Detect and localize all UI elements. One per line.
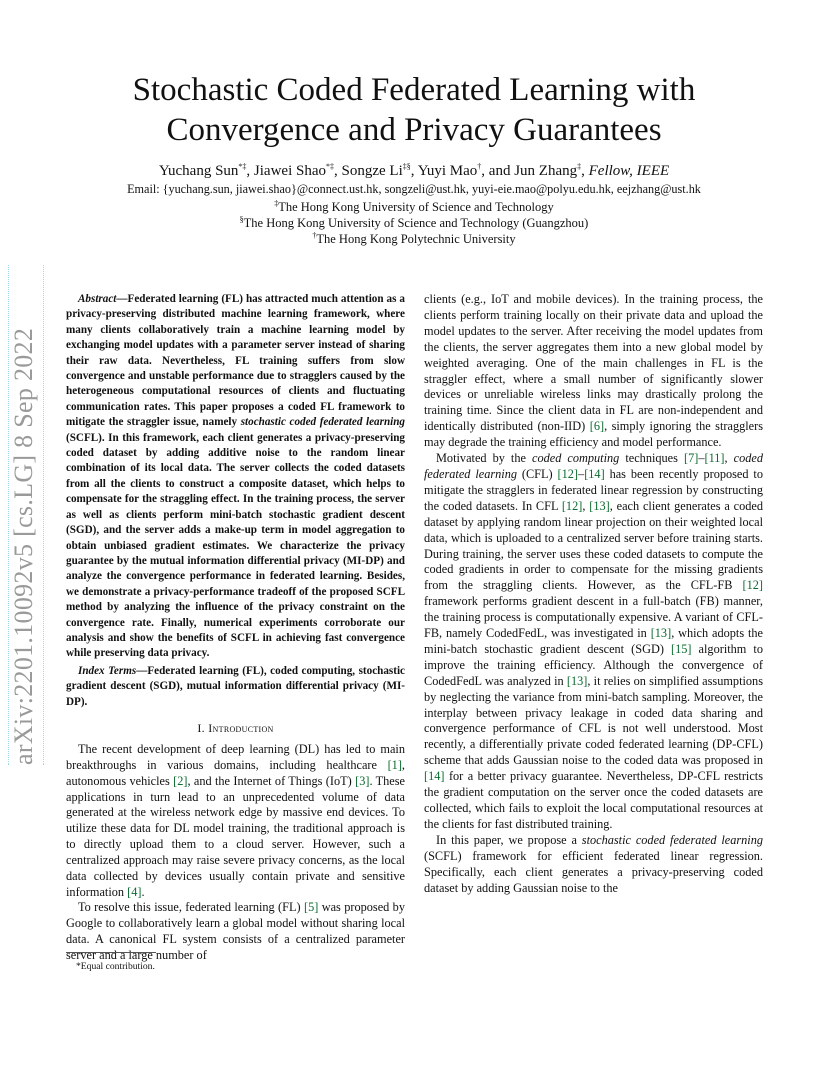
citation-link[interactable]: [2] <box>173 773 188 788</box>
author-emails: Email: {yuchang.sun, jiawei.shao}@connect.ust.hk, songzeli@ust.hk, yuyi-eie.mao@polyu.edu.hk, eejzhang@ust.hk <box>127 182 701 196</box>
author-affil-mark: ‡ <box>577 162 582 171</box>
paragraph-text: The recent development of deep learning (DL) has led to main breakthroughs in various domains, including healthcare <box>66 741 405 772</box>
citation-link[interactable]: [6] <box>589 419 605 434</box>
affiliation-2 <box>60 215 768 231</box>
paper-title <box>60 70 768 150</box>
author-list: Yuchang Sun*‡, Jiawei Shao*‡, Songze Li‡§, Yuyi Mao†, and Jun Zhang‡, Fellow, IEEE <box>158 162 670 179</box>
intro-paragraph-2 <box>66 900 405 963</box>
paragraph-text: , <box>582 498 590 513</box>
citation-link[interactable]: [5] <box>303 900 319 915</box>
paragraph-text: . These applications in turn lead to an unprecedented volume of data generated at the wireless network edge by massive end devices. To utilize these data for DL model training, the traditional approach is to directly upload them to a cloud server. However, such a centralized approach may raise severe privacy concerns, as the local data collected by devices usually contain private and sensitive information <box>66 773 405 899</box>
paragraph-text: To resolve this issue, federated learning (FL) <box>78 900 304 915</box>
section-title: Introduction <box>208 720 274 735</box>
paragraph-text: algorithm to improve the training efficiency. Although the convergence of CodedFedL was analyzed in <box>424 641 763 688</box>
citation-link[interactable]: [14] <box>424 769 445 784</box>
section-numeral: I. <box>197 720 205 735</box>
abstract-emphasis: stochastic coded federated learning <box>240 416 405 429</box>
abstract-text-2: (SCFL). In this framework, each client generates a privacy-preserving coded dataset by adding additive noise to the random linear combination of its local data. The server collects the coded datasets from all the clients to construct a composite dataset, which helps to compensate for the straggling effect. In the training process, the server as well as clients perform mini-batch stochastic gradient descent (SGD), and the server adds a make-up term in model aggregation to obtain unbiased gradient estimates. We characterize the privacy guarantee by the mutual information differential privacy (MI-DP) and analyze the convergence performance in federated learning. Besides, we demonstrate a privacy-performance tradeoff of the proposed SCFL method by analyzing the influence of the privacy constraint on the convergence rate. Finally, numerical experiments corroborate our analysis and show the benefits of SCFL in achieving fast convergence while preserving data privacy. <box>66 431 405 660</box>
author-name: and Jun Zhang <box>488 163 578 179</box>
title-line-2: Convergence and Privacy Guarantees <box>166 112 662 148</box>
affil-text: The Hong Kong University of Science and Technology (Guangzhou) <box>243 216 589 231</box>
paragraph-text: has been recently proposed to mitigate the stragglers in federated linear regression by constructing the coded datasets. In CFL <box>424 466 763 513</box>
right-column <box>424 292 763 896</box>
author-affil-mark: *‡ <box>238 162 247 171</box>
citation-link[interactable]: [12] <box>557 466 579 481</box>
section-heading-introduction <box>66 721 405 736</box>
paragraph-text: techniques <box>619 451 684 466</box>
intro-paragraph-3 <box>424 292 763 451</box>
abstract-text-1: Federated learning (FL) has attracted much attention as a privacy-preserving distributed machine learning framework, where many clients collaboratively train a machine learning model by exchanging model updates with a parameter server instead of sharing their raw data. Nevertheless, FL training suffers from slow convergence and unstable performance due to stragglers caused by the heterogeneous computational resources of clients and fluctuating communication rates. This paper proposes a coded FL framework to mitigate the straggler issue, namely <box>66 293 405 429</box>
paragraph-text: , each client generates a coded dataset by applying random linear projection on their weighted local data, which is uploaded to a centralized server before training starts. During training, the server uses these coded datasets to compute the coded gradients in order to compensate for the missing gradients from the straggling clients. However, as the CFL-FB <box>424 498 763 593</box>
paragraph-text: for a better privacy guarantee. Nevertheless, DP-CFL restricts the gradient computation on the server once the coded datasets are collected, which fails to exploit the local computational resources at the clients for fast distributed training. <box>424 769 763 831</box>
citation-link[interactable]: [14] <box>584 466 605 481</box>
footnote-equal-contribution: *Equal contribution. <box>76 961 155 972</box>
intro-paragraph-4 <box>424 451 763 833</box>
affil-mark: † <box>312 231 317 240</box>
paragraph-text: , <box>724 451 734 466</box>
index-terms-dash: — <box>136 664 148 677</box>
abstract-label: Abstract <box>78 293 117 305</box>
intro-paragraph-5 <box>424 833 763 897</box>
paragraph-text: , autonomous vehicles <box>66 757 405 788</box>
paragraph-text: . <box>141 884 145 899</box>
affiliation-1 <box>60 199 768 215</box>
author-name: Yuyi Mao <box>417 163 478 179</box>
affil-text: The Hong Kong Polytechnic University <box>316 232 516 247</box>
paragraph-text: (SCFL) framework for efficient federated linear regression. Specifically, each client generates a privacy-preserving coded dataset by adding Gaussian noise to the <box>424 848 763 895</box>
paragraph-text: , simply ignoring the stragglers may degrade the training efficiency and model performance. <box>424 419 763 450</box>
affil-mark: ‡ <box>274 199 279 208</box>
paragraph-text: In this paper, we propose a <box>436 832 582 847</box>
abstract-dash: — <box>116 293 128 305</box>
author-name: Yuchang Sun <box>158 163 239 179</box>
author-name: Songze Li <box>341 163 403 179</box>
paragraph-text: Motivated by the <box>436 451 532 466</box>
paragraph-text: , and the Internet of Things (IoT) <box>187 773 356 788</box>
citation-link[interactable]: [7] <box>683 451 699 466</box>
citation-link[interactable]: [13] <box>589 498 610 513</box>
index-terms-text: Federated learning (FL), coded computing, stochastic gradient descent (SGD), mutual information differential privacy (MI-DP). <box>66 664 406 708</box>
paragraph-text: was proposed by Google to collaboratively learn a global model without sharing local data. A canonical FL system consists of a centralized parameter server and a large number of <box>66 900 405 962</box>
emphasized-term: stochastic coded federated learning <box>581 832 764 847</box>
citation-link[interactable]: [13] <box>650 626 672 641</box>
paragraph-text: clients (e.g., IoT and mobile devices). In the training process, the clients perform training locally on their private data and upload the model updates to the server. After receiving the model updates from the clients, the server aggregates them into a new global model by weighted averaging. One of the main challenges in FL is the straggler effect, where a small number of significantly slower devices or unreliable wireless links may drastically prolong the training time. Since the client data in FL are non-independent and identically distributed (non-IID) <box>424 292 763 434</box>
citation-link[interactable]: [4] <box>127 884 142 899</box>
affil-text: The Hong Kong University of Science and Technology <box>278 200 554 215</box>
affiliation-3 <box>60 231 768 247</box>
citation-link[interactable]: [1] <box>387 757 402 772</box>
left-column <box>66 292 405 964</box>
arxiv-identifier-stamp[interactable]: arXiv:2201.10092v5 [cs.LG] 8 Sep 2022 <box>8 265 44 765</box>
intro-paragraph-1 <box>66 742 405 900</box>
paragraph-text: , it relies on simplified assumptions by neglecting the variance from mini-batch sampling. Moreover, the interplay between privacy leakage in coded data sharing and convergence performance of CFL is not well understood. Most recently, a differentially private coded federated learning (DP-CFL) scheme that adds Gaussian noise to the coded data was proposed in <box>424 673 763 768</box>
citation-link[interactable]: [3] <box>355 773 370 788</box>
author-affil-mark: † <box>477 162 482 171</box>
paragraph-text: – <box>578 466 585 481</box>
author-name: Jiawei Shao <box>253 163 326 179</box>
author-fellow-title: Fellow, IEEE <box>588 163 670 179</box>
author-affil-mark: *‡ <box>326 162 334 171</box>
citation-link[interactable]: [13] <box>566 673 588 688</box>
emphasized-term: coded computing <box>531 451 620 466</box>
paragraph-text: , which adopts the mini-batch stochastic gradient descent (SGD) <box>424 626 764 656</box>
citation-link[interactable]: [12] <box>742 578 763 593</box>
paragraph-text: (CFL) <box>517 466 558 481</box>
citation-link[interactable]: [12] <box>561 498 583 513</box>
title-line-1: Stochastic Coded Federated Learning with <box>132 72 696 108</box>
index-terms <box>66 664 405 710</box>
author-affil-mark: ‡§ <box>402 162 411 171</box>
emphasized-term: coded federated learning <box>424 451 763 481</box>
abstract <box>66 292 405 662</box>
affil-mark: § <box>239 215 244 224</box>
paragraph-text: framework performs gradient descent in a full-batch (FB) manner, the training process is computationally expensive. A variant of CFL-FB, namely CodedFedL, was investigated in <box>424 594 763 641</box>
citation-link[interactable]: [11] <box>704 451 725 466</box>
footnote-divider <box>66 952 156 953</box>
citation-link[interactable]: [15] <box>671 641 692 656</box>
index-terms-label: Index Terms <box>78 664 137 677</box>
paragraph-text: – <box>698 451 705 466</box>
